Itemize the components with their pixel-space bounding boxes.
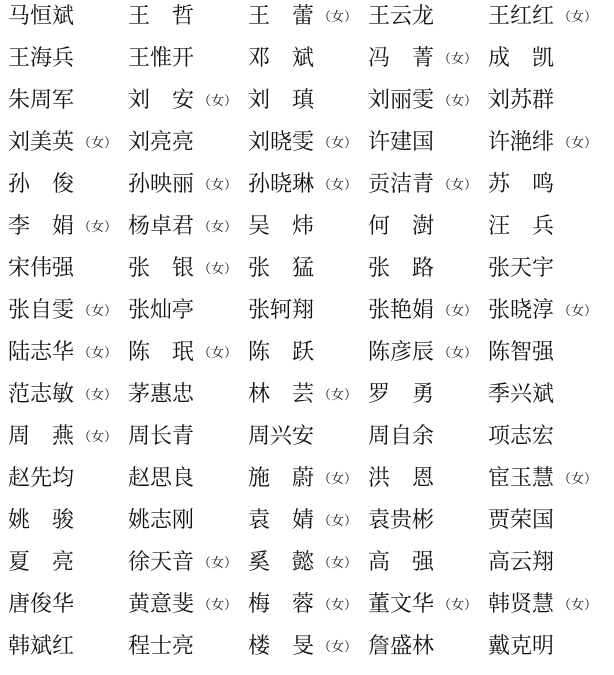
person-name: 张 路: [368, 256, 435, 281]
person-name: 詹盛林: [368, 634, 435, 659]
person-name: 袁 婧: [248, 508, 315, 533]
name-entry: [248, 504, 368, 546]
person-name: 马恒斌: [8, 4, 75, 29]
name-entry: [248, 420, 368, 462]
name-entry: [368, 462, 488, 504]
name-entry: [368, 546, 488, 588]
female-tag: （女）: [558, 136, 598, 151]
female-tag: （女）: [198, 556, 238, 571]
name-entry: [248, 126, 368, 168]
name-entry: [128, 420, 248, 462]
person-name: 姚志刚: [128, 508, 195, 533]
name-entry: [128, 42, 248, 84]
name-row: [0, 378, 614, 420]
person-name: 刘亮亮: [128, 130, 195, 155]
name-row: [0, 126, 614, 168]
female-tag: （女）: [78, 430, 118, 445]
name-entry: [488, 504, 608, 546]
person-name: 宦玉慧: [488, 466, 555, 491]
person-name: 孙映丽: [128, 172, 195, 197]
name-entry: [488, 84, 608, 126]
female-tag: （女）: [318, 556, 358, 571]
person-name: 王红红: [488, 4, 555, 29]
person-name: 唐俊华: [8, 592, 75, 617]
person-name: 周长青: [128, 424, 195, 449]
name-entry: [248, 0, 368, 42]
female-tag: （女）: [198, 346, 238, 361]
person-name: 王海兵: [8, 46, 75, 71]
name-entry: [128, 546, 248, 588]
name-row: [0, 0, 614, 42]
name-entry: [488, 0, 608, 42]
female-tag: （女）: [198, 220, 238, 235]
female-tag: （女）: [318, 472, 358, 487]
person-name: 张天宇: [488, 256, 555, 281]
name-entry: [8, 126, 128, 168]
person-name: 苏 鸣: [488, 172, 555, 197]
female-tag: （女）: [318, 598, 358, 613]
person-name: 韩斌红: [8, 634, 75, 659]
person-name: 刘 瑱: [248, 88, 315, 113]
name-entry: [488, 336, 608, 378]
name-entry: [488, 294, 608, 336]
female-tag: （女）: [558, 10, 598, 25]
female-tag: （女）: [438, 178, 478, 193]
name-entry: [248, 210, 368, 252]
name-row: [0, 462, 614, 504]
female-tag: （女）: [438, 598, 478, 613]
female-tag: （女）: [438, 52, 478, 67]
name-entry: [488, 462, 608, 504]
name-entry: [368, 336, 488, 378]
name-entry: [248, 252, 368, 294]
person-name: 许建国: [368, 130, 435, 155]
person-name: 高云翔: [488, 550, 555, 575]
female-tag: （女）: [78, 304, 118, 319]
person-name: 梅 蓉: [248, 592, 315, 617]
person-name: 王惟开: [128, 46, 195, 71]
person-name: 杨卓君: [128, 214, 195, 239]
person-name: 冯 菁: [368, 46, 435, 71]
person-name: 刘美英: [8, 130, 75, 155]
name-entry: [8, 252, 128, 294]
name-entry: [8, 588, 128, 630]
name-entry: [8, 504, 128, 546]
name-entry: [488, 546, 608, 588]
name-entry: [128, 0, 248, 42]
name-row: [0, 420, 614, 462]
name-entry: [8, 42, 128, 84]
person-name: 汪 兵: [488, 214, 555, 239]
female-tag: （女）: [198, 262, 238, 277]
person-name: 刘晓雯: [248, 130, 315, 155]
person-name: 陈 跃: [248, 340, 315, 365]
person-name: 季兴斌: [488, 382, 555, 407]
name-entry: [488, 210, 608, 252]
name-entry: [128, 588, 248, 630]
name-entry: [8, 462, 128, 504]
name-entry: [8, 84, 128, 126]
person-name: 洪 恩: [368, 466, 435, 491]
name-entry: [128, 126, 248, 168]
name-row: [0, 630, 614, 672]
person-name: 陈 珉: [128, 340, 195, 365]
person-name: 张 银: [128, 256, 195, 281]
name-entry: [488, 420, 608, 462]
name-entry: [248, 336, 368, 378]
person-name: 张灿亭: [128, 298, 195, 323]
name-entry: [128, 210, 248, 252]
person-name: 韩贤慧: [488, 592, 555, 617]
name-entry: [368, 588, 488, 630]
person-name: 罗 勇: [368, 382, 435, 407]
name-entry: [368, 378, 488, 420]
name-entry: [248, 588, 368, 630]
person-name: 林 芸: [248, 382, 315, 407]
name-entry: [248, 378, 368, 420]
person-name: 张 猛: [248, 256, 315, 281]
female-tag: （女）: [318, 640, 358, 655]
person-name: 成 凯: [488, 46, 555, 71]
name-entry: [128, 336, 248, 378]
person-name: 张自雯: [8, 298, 75, 323]
name-entry: [248, 168, 368, 210]
female-tag: （女）: [318, 388, 358, 403]
name-entry: [368, 84, 488, 126]
name-entry: [8, 336, 128, 378]
name-entry: [8, 0, 128, 42]
name-entry: [248, 462, 368, 504]
female-tag: （女）: [318, 10, 358, 25]
name-entry: [368, 126, 488, 168]
name-entry: [128, 462, 248, 504]
name-entry: [368, 42, 488, 84]
name-entry: [8, 210, 128, 252]
female-tag: （女）: [558, 472, 598, 487]
female-tag: （女）: [78, 388, 118, 403]
female-tag: （女）: [558, 304, 598, 319]
name-row: [0, 336, 614, 378]
person-name: 夏 亮: [8, 550, 75, 575]
name-entry: [248, 42, 368, 84]
person-name: 王 蕾: [248, 4, 315, 29]
person-name: 刘苏群: [488, 88, 555, 113]
name-row: [0, 504, 614, 546]
name-entry: [488, 630, 608, 672]
person-name: 赵思良: [128, 466, 195, 491]
person-name: 朱周军: [8, 88, 75, 113]
name-entry: [488, 378, 608, 420]
person-name: 李 娟: [8, 214, 75, 239]
person-name: 施 蔚: [248, 466, 315, 491]
person-name: 周自余: [368, 424, 435, 449]
person-name: 孙晓琳: [248, 172, 315, 197]
name-entry: [488, 126, 608, 168]
name-row: [0, 252, 614, 294]
name-entry: [248, 630, 368, 672]
female-tag: （女）: [318, 178, 358, 193]
female-tag: （女）: [438, 346, 478, 361]
person-name: 陆志华: [8, 340, 75, 365]
female-tag: （女）: [78, 136, 118, 151]
person-name: 程士亮: [128, 634, 195, 659]
person-name: 贾荣国: [488, 508, 555, 533]
name-entry: [128, 378, 248, 420]
person-name: 周兴安: [248, 424, 315, 449]
female-tag: （女）: [558, 598, 598, 613]
female-tag: （女）: [198, 178, 238, 193]
name-row: [0, 546, 614, 588]
female-tag: （女）: [78, 346, 118, 361]
person-name: 王云龙: [368, 4, 435, 29]
female-tag: （女）: [318, 514, 358, 529]
name-row: [0, 210, 614, 252]
person-name: 吴 炜: [248, 214, 315, 239]
person-name: 陈智强: [488, 340, 555, 365]
name-entry: [368, 210, 488, 252]
person-name: 茅惠忠: [128, 382, 195, 407]
female-tag: （女）: [438, 304, 478, 319]
name-row: [0, 588, 614, 630]
female-tag: （女）: [78, 220, 118, 235]
person-name: 刘 安: [128, 88, 195, 113]
name-entry: [368, 0, 488, 42]
person-name: 赵先均: [8, 466, 75, 491]
female-tag: （女）: [198, 94, 238, 109]
person-name: 项志宏: [488, 424, 555, 449]
person-name: 董文华: [368, 592, 435, 617]
name-entry: [128, 504, 248, 546]
name-entry: [368, 630, 488, 672]
name-row: [0, 84, 614, 126]
female-tag: （女）: [318, 136, 358, 151]
person-name: 奚 懿: [248, 550, 315, 575]
name-entry: [368, 504, 488, 546]
name-entry: [368, 294, 488, 336]
person-name: 张艳娟: [368, 298, 435, 323]
person-name: 黄意斐: [128, 592, 195, 617]
person-name: 王 哲: [128, 4, 195, 29]
name-entry: [8, 420, 128, 462]
name-entry: [368, 168, 488, 210]
name-entry: [128, 294, 248, 336]
person-name: 何 澍: [368, 214, 435, 239]
name-row: [0, 168, 614, 210]
name-entry: [128, 84, 248, 126]
person-name: 戴克明: [488, 634, 555, 659]
person-name: 孙 俊: [8, 172, 75, 197]
person-name: 贡洁青: [368, 172, 435, 197]
name-entry: [488, 252, 608, 294]
person-name: 高 强: [368, 550, 435, 575]
person-name: 范志敏: [8, 382, 75, 407]
person-name: 姚 骏: [8, 508, 75, 533]
name-entry: [128, 168, 248, 210]
name-entry: [8, 294, 128, 336]
person-name: 许滟绯: [488, 130, 555, 155]
name-entry: [8, 630, 128, 672]
name-entry: [8, 168, 128, 210]
name-entry: [248, 546, 368, 588]
person-name: 陈彦辰: [368, 340, 435, 365]
person-name: 周 燕: [8, 424, 75, 449]
name-entry: [368, 420, 488, 462]
name-entry: [488, 168, 608, 210]
name-row: [0, 294, 614, 336]
name-entry: [488, 588, 608, 630]
name-entry: [488, 42, 608, 84]
name-row: [0, 42, 614, 84]
name-entry: [248, 294, 368, 336]
person-name: 邓 斌: [248, 46, 315, 71]
person-name: 宋伟强: [8, 256, 75, 281]
female-tag: （女）: [438, 94, 478, 109]
person-name: 张晓淳: [488, 298, 555, 323]
name-entry: [368, 252, 488, 294]
person-name: 徐天音: [128, 550, 195, 575]
name-entry: [128, 630, 248, 672]
name-entry: [8, 378, 128, 420]
name-entry: [8, 546, 128, 588]
person-name: 楼 旻: [248, 634, 315, 659]
name-entry: [248, 84, 368, 126]
female-tag: （女）: [198, 598, 238, 613]
person-name: 张轲翔: [248, 298, 315, 323]
name-entry: [128, 252, 248, 294]
person-name: 刘丽雯: [368, 88, 435, 113]
person-name: 袁贵彬: [368, 508, 435, 533]
